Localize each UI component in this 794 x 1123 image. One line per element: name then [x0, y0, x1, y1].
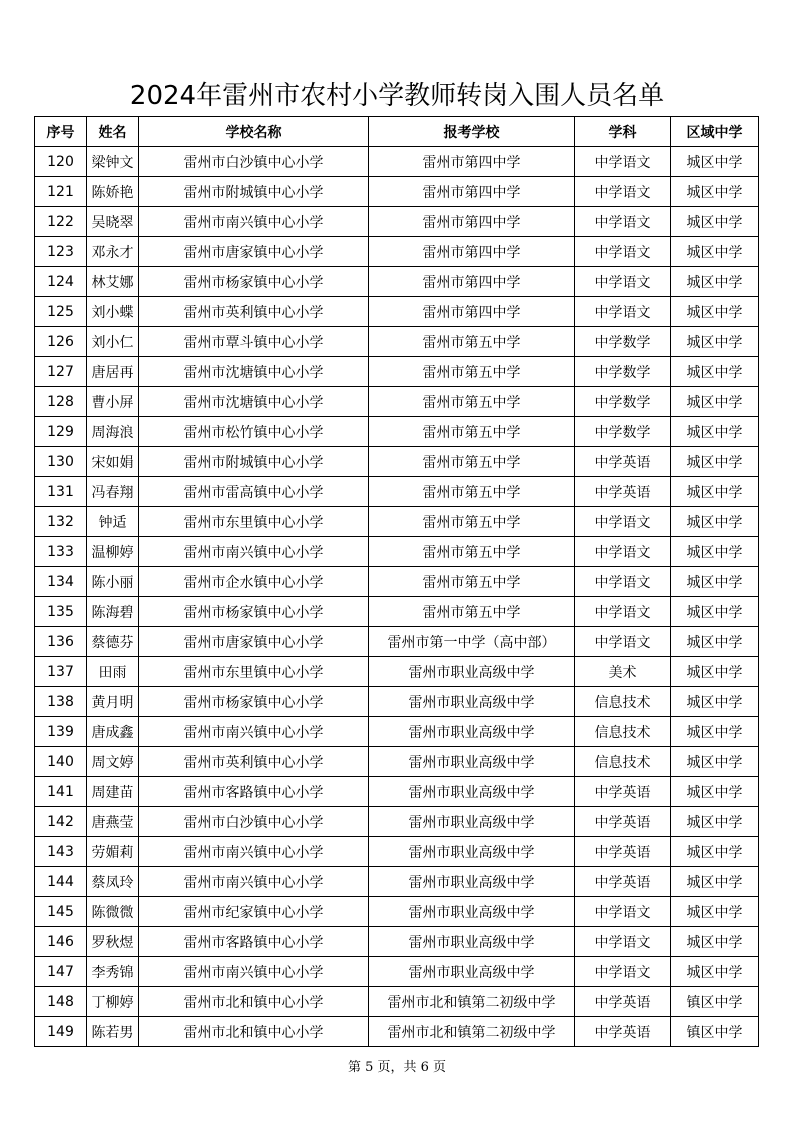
region-cell: 城区中学 [671, 777, 759, 807]
region-cell: 城区中学 [671, 597, 759, 627]
index-cell: 142 [35, 807, 87, 837]
roster-body [35, 147, 759, 1047]
table-row [35, 1017, 759, 1047]
index-cell: 137 [35, 657, 87, 687]
applied-school-cell: 雷州市第四中学 [369, 207, 575, 237]
region-cell: 城区中学 [671, 657, 759, 687]
name-cell: 田雨 [87, 657, 139, 687]
index-cell: 135 [35, 597, 87, 627]
school-cell: 雷州市英利镇中心小学 [139, 297, 369, 327]
subject-cell: 中学数学 [575, 357, 671, 387]
school-cell: 雷州市英利镇中心小学 [139, 747, 369, 777]
region-cell: 镇区中学 [671, 1017, 759, 1047]
name-cell: 刘小仁 [87, 327, 139, 357]
name-cell: 蔡凤玲 [87, 867, 139, 897]
applied-school-cell: 雷州市第四中学 [369, 297, 575, 327]
name-cell: 唐居再 [87, 357, 139, 387]
name-cell: 周文婷 [87, 747, 139, 777]
applied-school-cell: 雷州市职业高级中学 [369, 747, 575, 777]
applied-school-cell: 雷州市职业高级中学 [369, 657, 575, 687]
page-title: 2024年雷州市农村小学教师转岗入围人员名单 [129, 81, 665, 111]
column-header-region: 区域中学 [671, 117, 759, 147]
table-row [35, 477, 759, 507]
subject-cell: 中学语文 [575, 567, 671, 597]
name-cell: 蔡德芬 [87, 627, 139, 657]
name-cell: 陈小丽 [87, 567, 139, 597]
table-row [35, 807, 759, 837]
school-cell: 雷州市沈塘镇中心小学 [139, 387, 369, 417]
name-cell: 陈若男 [87, 1017, 139, 1047]
applied-school-cell: 雷州市第五中学 [369, 357, 575, 387]
school-cell: 雷州市覃斗镇中心小学 [139, 327, 369, 357]
name-cell: 周建苗 [87, 777, 139, 807]
school-cell: 雷州市唐家镇中心小学 [139, 237, 369, 267]
name-cell: 冯春翔 [87, 477, 139, 507]
subject-cell: 中学数学 [575, 387, 671, 417]
subject-cell: 中学英语 [575, 987, 671, 1017]
applied-school-cell: 雷州市职业高级中学 [369, 927, 575, 957]
table-row [35, 597, 759, 627]
index-cell: 133 [35, 537, 87, 567]
applied-school-cell: 雷州市职业高级中学 [369, 957, 575, 987]
index-cell: 130 [35, 447, 87, 477]
region-cell: 城区中学 [671, 327, 759, 357]
name-cell: 林艾娜 [87, 267, 139, 297]
table-row [35, 777, 759, 807]
region-cell: 城区中学 [671, 627, 759, 657]
page-footer: 第 5 页，共 6 页 [347, 1060, 447, 1075]
subject-cell: 中学英语 [575, 1017, 671, 1047]
applied-school-cell: 雷州市职业高级中学 [369, 837, 575, 867]
applied-school-cell: 雷州市第四中学 [369, 147, 575, 177]
subject-cell: 中学英语 [575, 867, 671, 897]
region-cell: 城区中学 [671, 717, 759, 747]
region-cell: 城区中学 [671, 927, 759, 957]
region-cell: 城区中学 [671, 837, 759, 867]
subject-cell: 信息技术 [575, 747, 671, 777]
school-cell: 雷州市纪家镇中心小学 [139, 897, 369, 927]
school-cell: 雷州市南兴镇中心小学 [139, 537, 369, 567]
school-cell: 雷州市北和镇中心小学 [139, 987, 369, 1017]
header-row [35, 117, 759, 147]
index-cell: 123 [35, 237, 87, 267]
index-cell: 126 [35, 327, 87, 357]
index-cell: 129 [35, 417, 87, 447]
table-row [35, 627, 759, 657]
region-cell: 镇区中学 [671, 987, 759, 1017]
applied-school-cell: 雷州市第五中学 [369, 417, 575, 447]
applied-school-cell: 雷州市职业高级中学 [369, 777, 575, 807]
applied-school-cell: 雷州市第四中学 [369, 237, 575, 267]
school-cell: 雷州市企水镇中心小学 [139, 567, 369, 597]
school-cell: 雷州市东里镇中心小学 [139, 657, 369, 687]
school-cell: 雷州市南兴镇中心小学 [139, 207, 369, 237]
region-cell: 城区中学 [671, 807, 759, 837]
applied-school-cell: 雷州市职业高级中学 [369, 687, 575, 717]
column-header-subject: 学科 [575, 117, 671, 147]
school-cell: 雷州市杨家镇中心小学 [139, 687, 369, 717]
applied-school-cell: 雷州市职业高级中学 [369, 717, 575, 747]
table-row [35, 537, 759, 567]
region-cell: 城区中学 [671, 417, 759, 447]
region-cell: 城区中学 [671, 567, 759, 597]
subject-cell: 中学语文 [575, 597, 671, 627]
table-row [35, 957, 759, 987]
table-row [35, 177, 759, 207]
region-cell: 城区中学 [671, 147, 759, 177]
school-cell: 雷州市客路镇中心小学 [139, 927, 369, 957]
index-cell: 122 [35, 207, 87, 237]
table-row [35, 147, 759, 177]
school-cell: 雷州市雷高镇中心小学 [139, 477, 369, 507]
school-cell: 雷州市松竹镇中心小学 [139, 417, 369, 447]
region-cell: 城区中学 [671, 207, 759, 237]
school-cell: 雷州市附城镇中心小学 [139, 447, 369, 477]
region-cell: 城区中学 [671, 687, 759, 717]
name-cell: 温柳婷 [87, 537, 139, 567]
table-row [35, 837, 759, 867]
table-row [35, 927, 759, 957]
name-cell: 邓永才 [87, 237, 139, 267]
school-cell: 雷州市南兴镇中心小学 [139, 957, 369, 987]
table-row [35, 717, 759, 747]
region-cell: 城区中学 [671, 357, 759, 387]
subject-cell: 中学语文 [575, 237, 671, 267]
subject-cell: 中学语文 [575, 897, 671, 927]
table-row [35, 447, 759, 477]
name-cell: 周海浪 [87, 417, 139, 447]
table-row [35, 387, 759, 417]
name-cell: 曹小屏 [87, 387, 139, 417]
name-cell: 宋如娟 [87, 447, 139, 477]
region-cell: 城区中学 [671, 387, 759, 417]
name-cell: 陈海碧 [87, 597, 139, 627]
applied-school-cell: 雷州市第五中学 [369, 447, 575, 477]
school-cell: 雷州市北和镇中心小学 [139, 1017, 369, 1047]
school-cell: 雷州市南兴镇中心小学 [139, 837, 369, 867]
index-cell: 128 [35, 387, 87, 417]
subject-cell: 信息技术 [575, 717, 671, 747]
applied-school-cell: 雷州市第四中学 [369, 267, 575, 297]
region-cell: 城区中学 [671, 957, 759, 987]
subject-cell: 美术 [575, 657, 671, 687]
name-cell: 丁柳婷 [87, 987, 139, 1017]
region-cell: 城区中学 [671, 537, 759, 567]
region-cell: 城区中学 [671, 897, 759, 927]
index-cell: 131 [35, 477, 87, 507]
table-row [35, 657, 759, 687]
subject-cell: 中学语文 [575, 267, 671, 297]
index-cell: 149 [35, 1017, 87, 1047]
name-cell: 黄月明 [87, 687, 139, 717]
subject-cell: 信息技术 [575, 687, 671, 717]
index-cell: 145 [35, 897, 87, 927]
applied-school-cell: 雷州市第五中学 [369, 327, 575, 357]
subject-cell: 中学数学 [575, 327, 671, 357]
name-cell: 唐成鑫 [87, 717, 139, 747]
index-cell: 132 [35, 507, 87, 537]
applied-school-cell: 雷州市职业高级中学 [369, 897, 575, 927]
school-cell: 雷州市南兴镇中心小学 [139, 867, 369, 897]
table-row [35, 297, 759, 327]
table-row [35, 207, 759, 237]
name-cell: 劳媚莉 [87, 837, 139, 867]
applied-school-cell: 雷州市第五中学 [369, 597, 575, 627]
school-cell: 雷州市沈塘镇中心小学 [139, 357, 369, 387]
school-cell: 雷州市南兴镇中心小学 [139, 717, 369, 747]
school-cell: 雷州市唐家镇中心小学 [139, 627, 369, 657]
subject-cell: 中学语文 [575, 957, 671, 987]
school-cell: 雷州市东里镇中心小学 [139, 507, 369, 537]
table-row [35, 687, 759, 717]
table-row [35, 237, 759, 267]
column-header-name: 姓名 [87, 117, 139, 147]
subject-cell: 中学英语 [575, 777, 671, 807]
region-cell: 城区中学 [671, 177, 759, 207]
index-cell: 139 [35, 717, 87, 747]
table-row [35, 897, 759, 927]
applied-school-cell: 雷州市职业高级中学 [369, 867, 575, 897]
applied-school-cell: 雷州市第四中学 [369, 177, 575, 207]
subject-cell: 中学英语 [575, 837, 671, 867]
table-row [35, 747, 759, 777]
table-row [35, 567, 759, 597]
index-cell: 120 [35, 147, 87, 177]
subject-cell: 中学语文 [575, 927, 671, 957]
subject-cell: 中学语文 [575, 507, 671, 537]
index-cell: 147 [35, 957, 87, 987]
index-cell: 121 [35, 177, 87, 207]
applied-school-cell: 雷州市第五中学 [369, 567, 575, 597]
applied-school-cell: 雷州市第五中学 [369, 537, 575, 567]
region-cell: 城区中学 [671, 267, 759, 297]
name-cell: 刘小蝶 [87, 297, 139, 327]
name-cell: 唐燕莹 [87, 807, 139, 837]
applied-school-cell: 雷州市北和镇第二初级中学 [369, 1017, 575, 1047]
name-cell: 罗秋煜 [87, 927, 139, 957]
name-cell: 陈娇艳 [87, 177, 139, 207]
table-row [35, 987, 759, 1017]
subject-cell: 中学英语 [575, 477, 671, 507]
name-cell: 李秀锦 [87, 957, 139, 987]
table-row [35, 867, 759, 897]
name-cell: 钟适 [87, 507, 139, 537]
subject-cell: 中学语文 [575, 147, 671, 177]
subject-cell: 中学语文 [575, 297, 671, 327]
applied-school-cell: 雷州市第五中学 [369, 387, 575, 417]
name-cell: 梁钟文 [87, 147, 139, 177]
school-cell: 雷州市附城镇中心小学 [139, 177, 369, 207]
table-row [35, 267, 759, 297]
region-cell: 城区中学 [671, 747, 759, 777]
subject-cell: 中学语文 [575, 627, 671, 657]
table-row [35, 507, 759, 537]
table-row [35, 327, 759, 357]
school-cell: 雷州市白沙镇中心小学 [139, 807, 369, 837]
table-row [35, 417, 759, 447]
index-cell: 140 [35, 747, 87, 777]
subject-cell: 中学英语 [575, 447, 671, 477]
applied-school-cell: 雷州市第五中学 [369, 507, 575, 537]
subject-cell: 中学英语 [575, 807, 671, 837]
index-cell: 141 [35, 777, 87, 807]
school-cell: 雷州市杨家镇中心小学 [139, 597, 369, 627]
index-cell: 148 [35, 987, 87, 1017]
applied-school-cell: 雷州市北和镇第二初级中学 [369, 987, 575, 1017]
index-cell: 125 [35, 297, 87, 327]
index-cell: 127 [35, 357, 87, 387]
roster-table [34, 116, 759, 1047]
region-cell: 城区中学 [671, 447, 759, 477]
subject-cell: 中学语文 [575, 207, 671, 237]
school-cell: 雷州市客路镇中心小学 [139, 777, 369, 807]
applied-school-cell: 雷州市职业高级中学 [369, 807, 575, 837]
name-cell: 吴晓翠 [87, 207, 139, 237]
applied-school-cell: 雷州市第五中学 [369, 477, 575, 507]
school-cell: 雷州市杨家镇中心小学 [139, 267, 369, 297]
column-header-index: 序号 [35, 117, 87, 147]
subject-cell: 中学数学 [575, 417, 671, 447]
index-cell: 136 [35, 627, 87, 657]
index-cell: 124 [35, 267, 87, 297]
index-cell: 146 [35, 927, 87, 957]
school-cell: 雷州市白沙镇中心小学 [139, 147, 369, 177]
index-cell: 138 [35, 687, 87, 717]
column-header-school: 学校名称 [139, 117, 369, 147]
region-cell: 城区中学 [671, 867, 759, 897]
region-cell: 城区中学 [671, 237, 759, 267]
applied-school-cell: 雷州市第一中学（高中部） [369, 627, 575, 657]
index-cell: 134 [35, 567, 87, 597]
table-row [35, 357, 759, 387]
subject-cell: 中学语文 [575, 537, 671, 567]
subject-cell: 中学语文 [575, 177, 671, 207]
index-cell: 144 [35, 867, 87, 897]
region-cell: 城区中学 [671, 477, 759, 507]
column-header-applied-school: 报考学校 [369, 117, 575, 147]
region-cell: 城区中学 [671, 507, 759, 537]
name-cell: 陈微微 [87, 897, 139, 927]
index-cell: 143 [35, 837, 87, 867]
region-cell: 城区中学 [671, 297, 759, 327]
